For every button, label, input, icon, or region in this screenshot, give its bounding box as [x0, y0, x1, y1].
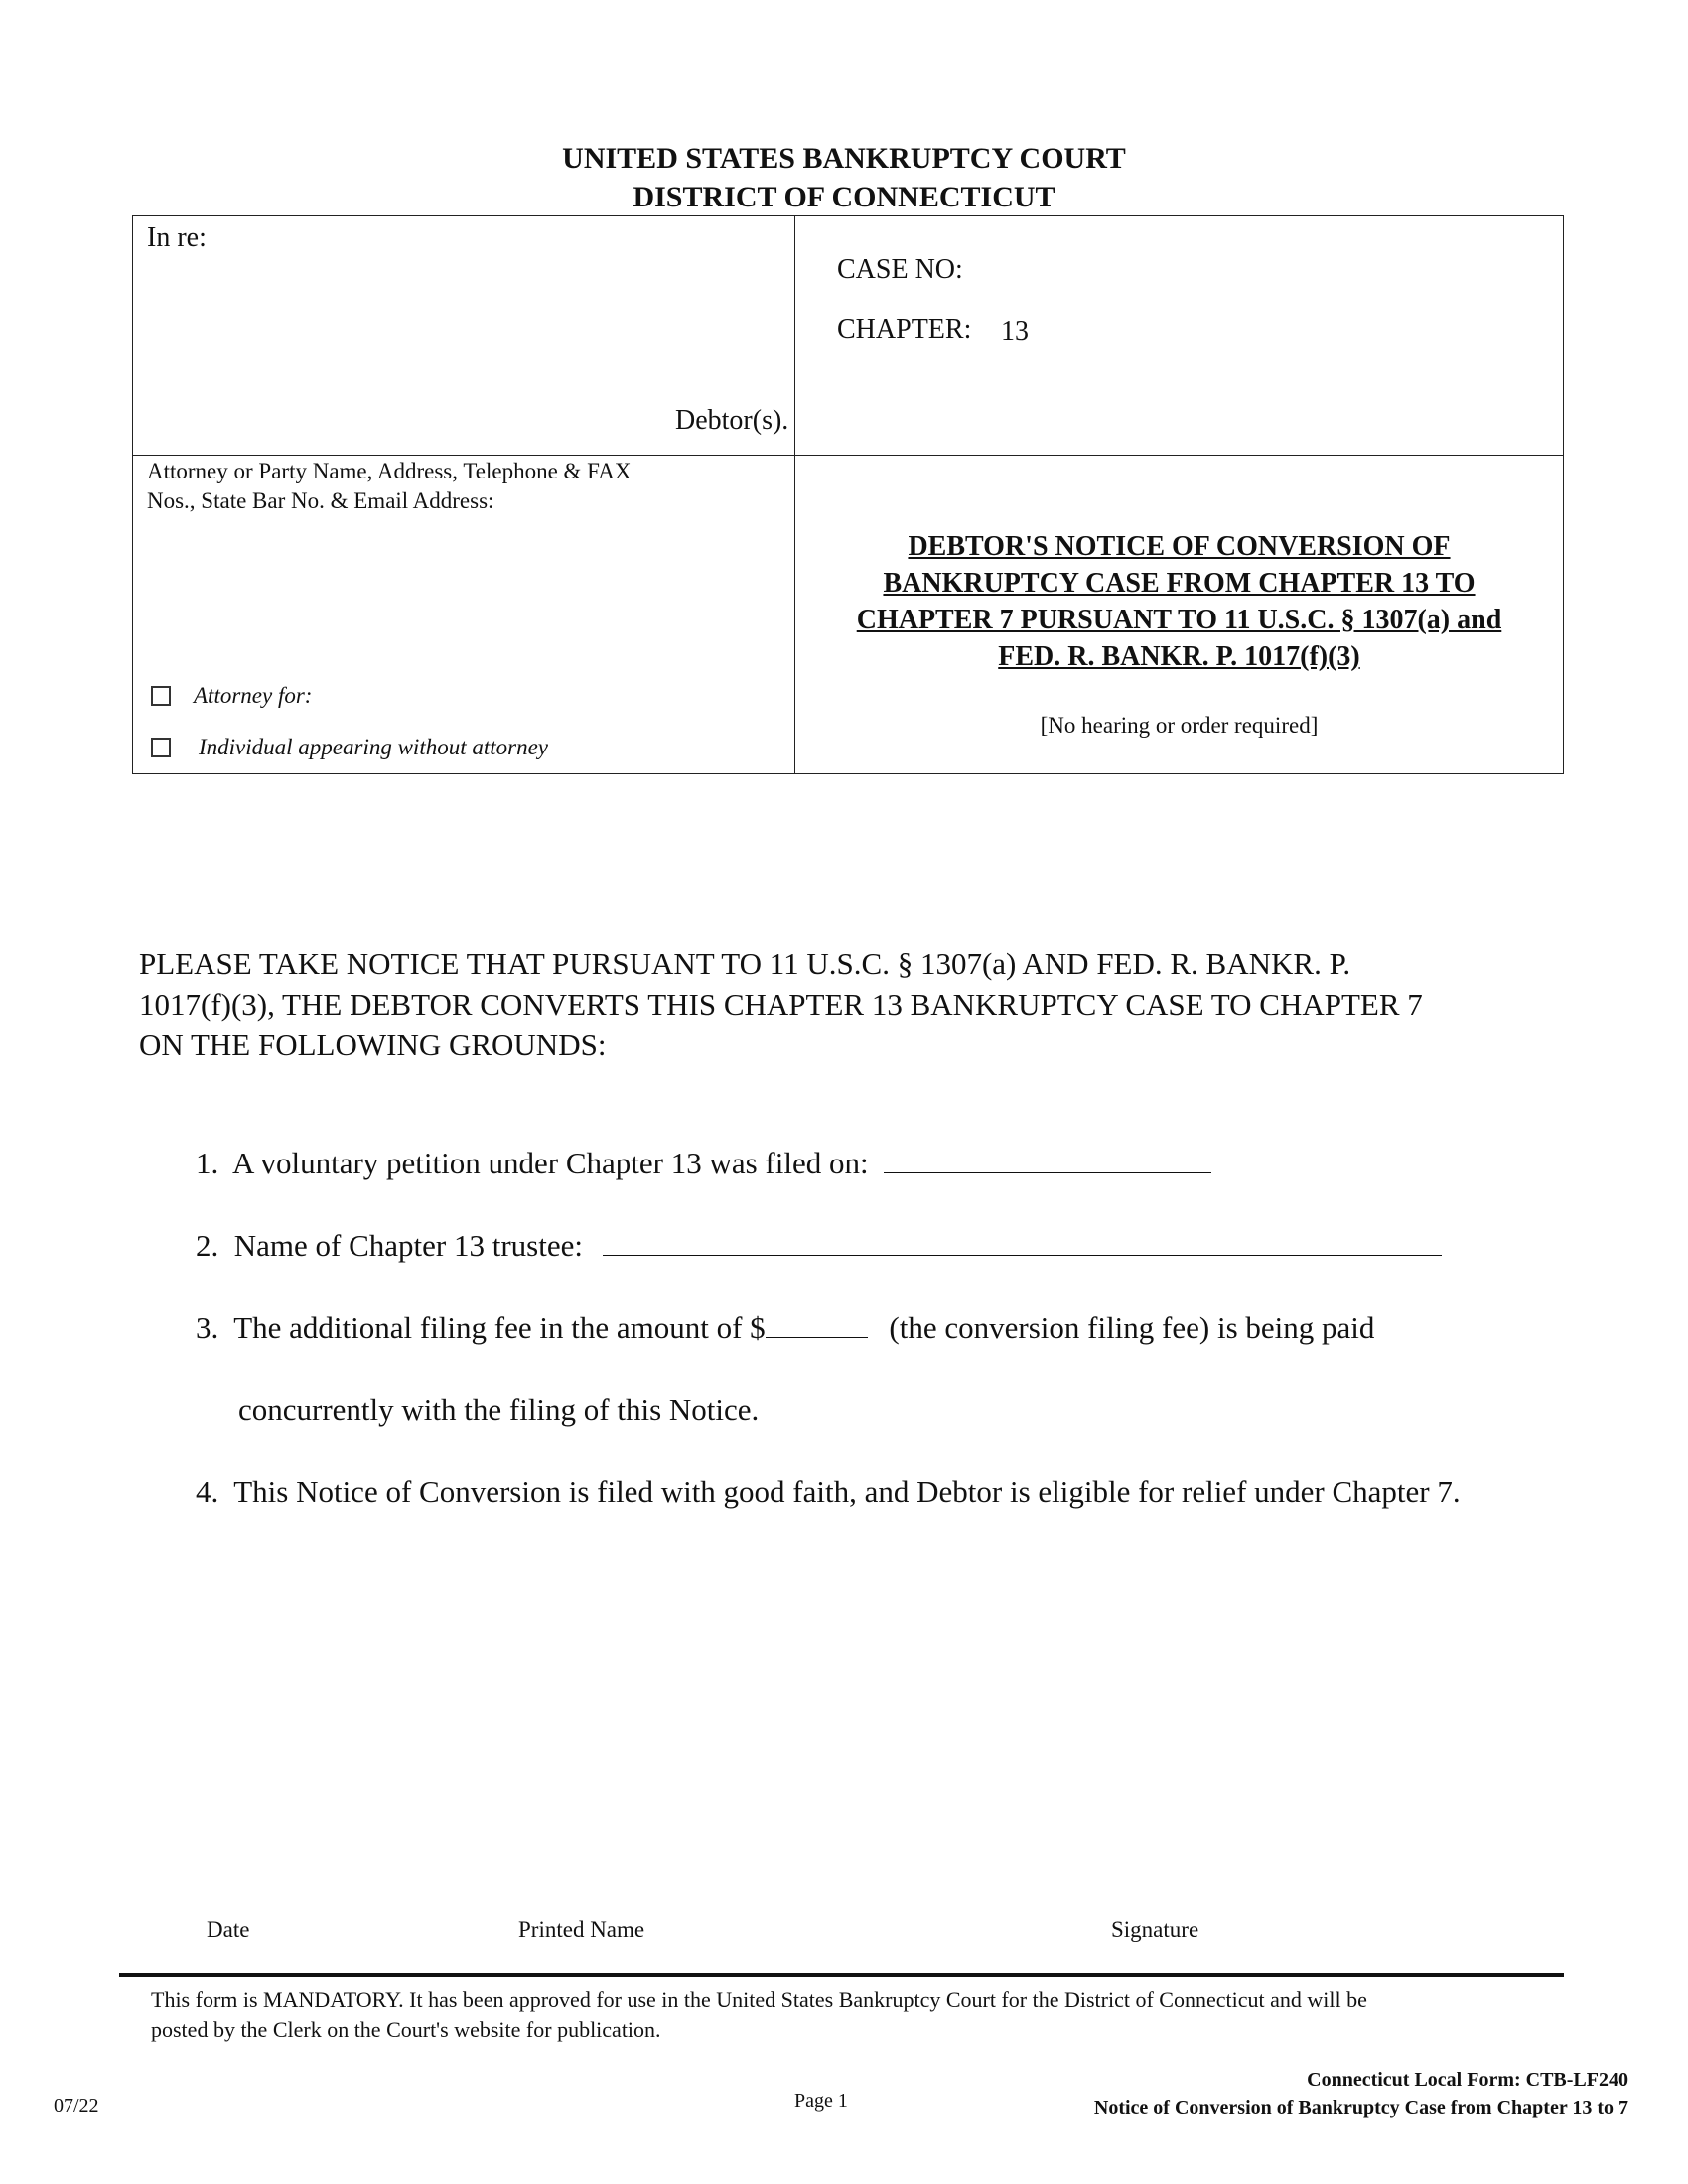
- caption-divider-horizontal: [132, 455, 1564, 456]
- individual-checkbox[interactable]: [151, 738, 171, 757]
- notice-paragraph: PLEASE TAKE NOTICE THAT PURSUANT TO 11 U.S.C. § 1307(a) AND FED. R. BANKR. P. 1017(f)(3), THE DEBTOR CONVERTS THIS CHAPTER 13 BANKRUPTCY CASE TO CHAPTER 7 ON THE FOLLOWING GROUNDS:: [139, 946, 1423, 1062]
- court-name: UNITED STATES BANKRUPTCY COURT: [562, 142, 1126, 175]
- district-name: DISTRICT OF CONNECTICUT: [633, 181, 1055, 213]
- footer-note: This form is MANDATORY. It has been approved for use in the United States Bankruptcy Court for the District of Connecticut and will be posted by the Clerk on the Court's website for publication.: [151, 1987, 1367, 2042]
- filing-fee-field[interactable]: [766, 1309, 868, 1338]
- attorney-for-label: Attorney for:: [194, 683, 313, 708]
- signature-label: Signature: [1111, 1917, 1199, 1942]
- case-no-label: CASE NO:: [837, 254, 963, 285]
- petition-date-field[interactable]: [884, 1145, 1211, 1173]
- list-item: 1. A voluntary petition under Chapter 13 was filed on:: [196, 1144, 1211, 1183]
- individual-label: Individual appearing without attorney: [199, 735, 548, 759]
- notice-title: DEBTOR'S NOTICE OF CONVERSION OF BANKRUPTCY CASE FROM CHAPTER 13 TO CHAPTER 7 PURSUANT TO 11 U.S.C. § 1307(a) and FED. R. BANKR. P. 1017(f)(3): [856, 531, 1502, 672]
- in-re-label: In re:: [147, 222, 207, 253]
- no-hearing-note: [No hearing or order required]: [1040, 713, 1319, 738]
- form-identifier: Connecticut Local Form: CTB-LF240 Notice of Conversion of Bankruptcy Case from Chapter 13 to 7: [1093, 2069, 1628, 2118]
- caption-divider-vertical: [794, 215, 795, 774]
- debtors-label: Debtor(s).: [675, 405, 789, 436]
- revision-date: 07/22: [54, 2095, 99, 2116]
- footer-rule: [119, 1973, 1564, 1977]
- trustee-name-field[interactable]: [603, 1227, 1442, 1256]
- list-item: 4. This Notice of Conversion is filed with good faith, and Debtor is eligible for relief under Chapter 7.: [196, 1474, 1461, 1509]
- chapter-label: CHAPTER:: [837, 314, 972, 344]
- chapter-value: 13: [1001, 316, 1029, 346]
- printed-name-label: Printed Name: [518, 1917, 645, 1942]
- page-number: Page 1: [794, 2090, 848, 2112]
- date-label: Date: [207, 1917, 250, 1942]
- attorney-for-checkbox[interactable]: [151, 686, 171, 706]
- list-item: 2. Name of Chapter 13 trustee:: [196, 1226, 1442, 1266]
- list-item-continued: concurrently with the filing of this Notice.: [238, 1392, 760, 1427]
- list-item: 3. The additional filing fee in the amount of $ (the conversion filing fee) is being paid: [196, 1310, 1375, 1345]
- attorney-info-label: Attorney or Party Name, Address, Telephone & FAX Nos., State Bar No. & Email Address:: [147, 459, 632, 513]
